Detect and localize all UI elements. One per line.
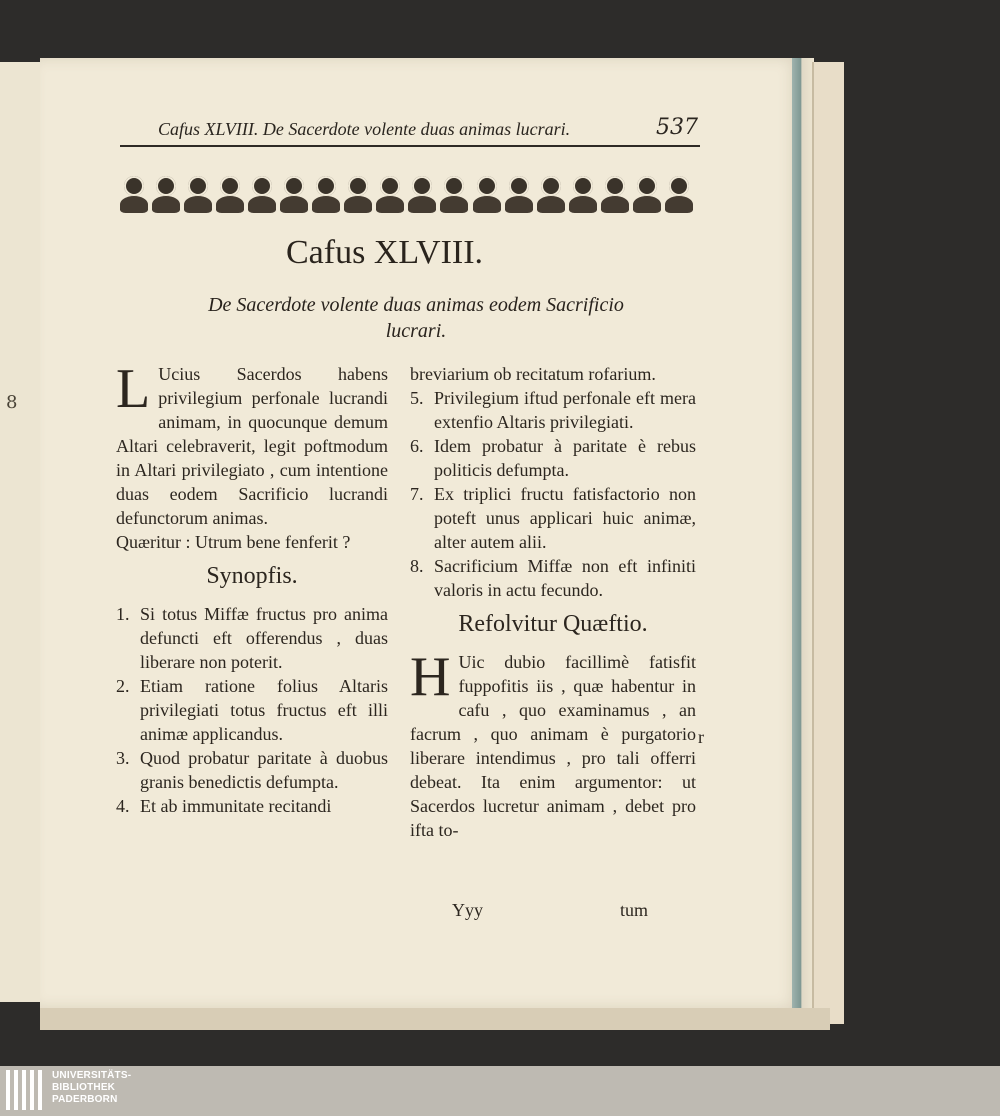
page-edges [792, 58, 814, 1016]
synopsis-item [116, 674, 388, 746]
item-text: Ex triplici fructu fatisfactorio non poteft unus applicari huic animæ, alter autem alii. [434, 484, 696, 552]
flower-ornament-icon [537, 172, 565, 216]
left-margin-mark: 8 [6, 392, 18, 413]
item-number: 6. [410, 436, 424, 456]
item-text: Privilegium iftud perfonale eft mera extenfio Altaris privilegiati. [434, 388, 696, 432]
flower-ornament-icon [601, 172, 629, 216]
book-cover [812, 62, 844, 1024]
flower-ornament-icon [569, 172, 597, 216]
flower-ornament-icon [633, 172, 661, 216]
case-subtitle-line-1: De Sacerdote volente duas animas eodem Sacrificio [208, 294, 624, 316]
synopsis-heading: Synopfis. [206, 563, 298, 589]
case-title: Cafus XLVIII. [286, 234, 484, 271]
synopsis-item [116, 746, 388, 794]
flower-ornament-icon [280, 172, 308, 216]
left-page-edge [0, 62, 43, 1002]
synopsis-item [410, 482, 696, 554]
flower-ornament-icon [184, 172, 212, 216]
flower-ornament-icon [120, 172, 148, 216]
flower-ornament-icon [376, 172, 404, 216]
library-name-line-1: UNIVERSITÄTS- [52, 1070, 132, 1081]
item-text: Sacrificium Miffæ non eft infiniti valoris in actu fecundo. [434, 556, 696, 600]
item-text: Idem probatur à paritate è rebus politicis defumpta. [434, 436, 696, 480]
right-text-column [410, 362, 696, 842]
flower-ornament-icon [440, 172, 468, 216]
running-head [120, 115, 700, 147]
flower-ornament-icon [665, 172, 693, 216]
library-name-line-3: PADERBORN [52, 1094, 118, 1105]
page-number: 537 [656, 115, 698, 140]
item-number: 3. [116, 748, 130, 768]
margin-mark: r [698, 727, 704, 747]
library-name [52, 1070, 131, 1106]
resolution-heading: Refolvitur Quæftio. [458, 611, 648, 637]
library-name-line-2: BIBLIOTHEK [52, 1082, 116, 1093]
item-text: Si totus Miffæ fructus pro anima defuncti eft offerendus , duas liberare non poterit. [140, 604, 388, 672]
synopsis-item [116, 794, 388, 818]
library-footer [0, 1066, 1000, 1116]
drop-cap-l: L [116, 358, 151, 420]
synopsis-item [410, 434, 696, 482]
item-number: 4. [116, 796, 130, 816]
synopsis-item [116, 602, 388, 674]
resolution-paragraph-text: Uic dubio facillimè fatisfit fuppofitis iis , quæ habentur in cafu , quo examinamus , an facrum , quo animam è purgatorio liberare intendimus , pro tali offerri debeat. Ita enim argumentor: ut Sacerdos lucretur animam , debet pro ifta to- [410, 652, 696, 840]
continuation-text: breviarium ob recitatum rofarium. [410, 364, 656, 384]
item-number: 7. [410, 484, 424, 504]
item-number: 8. [410, 556, 424, 576]
left-text-column [116, 358, 388, 818]
item-number: 2. [116, 676, 130, 696]
drop-cap-h: H [410, 646, 451, 708]
case-paragraph [116, 358, 388, 530]
synopsis-item [410, 554, 696, 602]
catchword: tum [620, 900, 649, 920]
flower-ornament-icon [152, 172, 180, 216]
running-head-title: Cafus XLVIII. De Sacerdote volente duas animas lucrari. [158, 119, 571, 139]
flower-ornament-icon [312, 172, 340, 216]
synopsis-item [410, 386, 696, 434]
item-text: Etiam ratione folius Altaris privilegiati totus fructus eft illi animæ applicandus. [140, 676, 388, 744]
flower-ornament-icon [473, 172, 501, 216]
signature-mark: Yyy [452, 900, 483, 920]
flower-ornament-icon [408, 172, 436, 216]
case-paragraph-text: Ucius Sacerdos habens privilegium perfonale lucrandi animam, in quocunque demum Altari celebraverit, legit poftmodum in Altari privilegiato , cum intentione duas eodem Sacrificio lucrandi defunctorum animas. [116, 364, 388, 528]
flower-ornament-icon [216, 172, 244, 216]
flower-ornament-icon [505, 172, 533, 216]
item-number: 1. [116, 604, 130, 624]
item-number: 5. [410, 388, 424, 408]
ornamental-headpiece [120, 172, 693, 218]
case-subtitle [166, 292, 666, 344]
resolution-paragraph [410, 646, 696, 842]
book-bottom-edge [40, 1008, 830, 1030]
flower-ornament-icon [344, 172, 372, 216]
library-logo-icon [6, 1070, 48, 1112]
case-subtitle-line-2: lucrari. [385, 320, 447, 342]
item-text: Quod probatur paritate à duobus granis benedictis defumpta. [140, 748, 388, 792]
flower-ornament-icon [248, 172, 276, 216]
question-paragraph: Quæritur : Utrum bene fenferit ? [116, 532, 351, 552]
item-text: Et ab immunitate recitandi [140, 796, 332, 816]
